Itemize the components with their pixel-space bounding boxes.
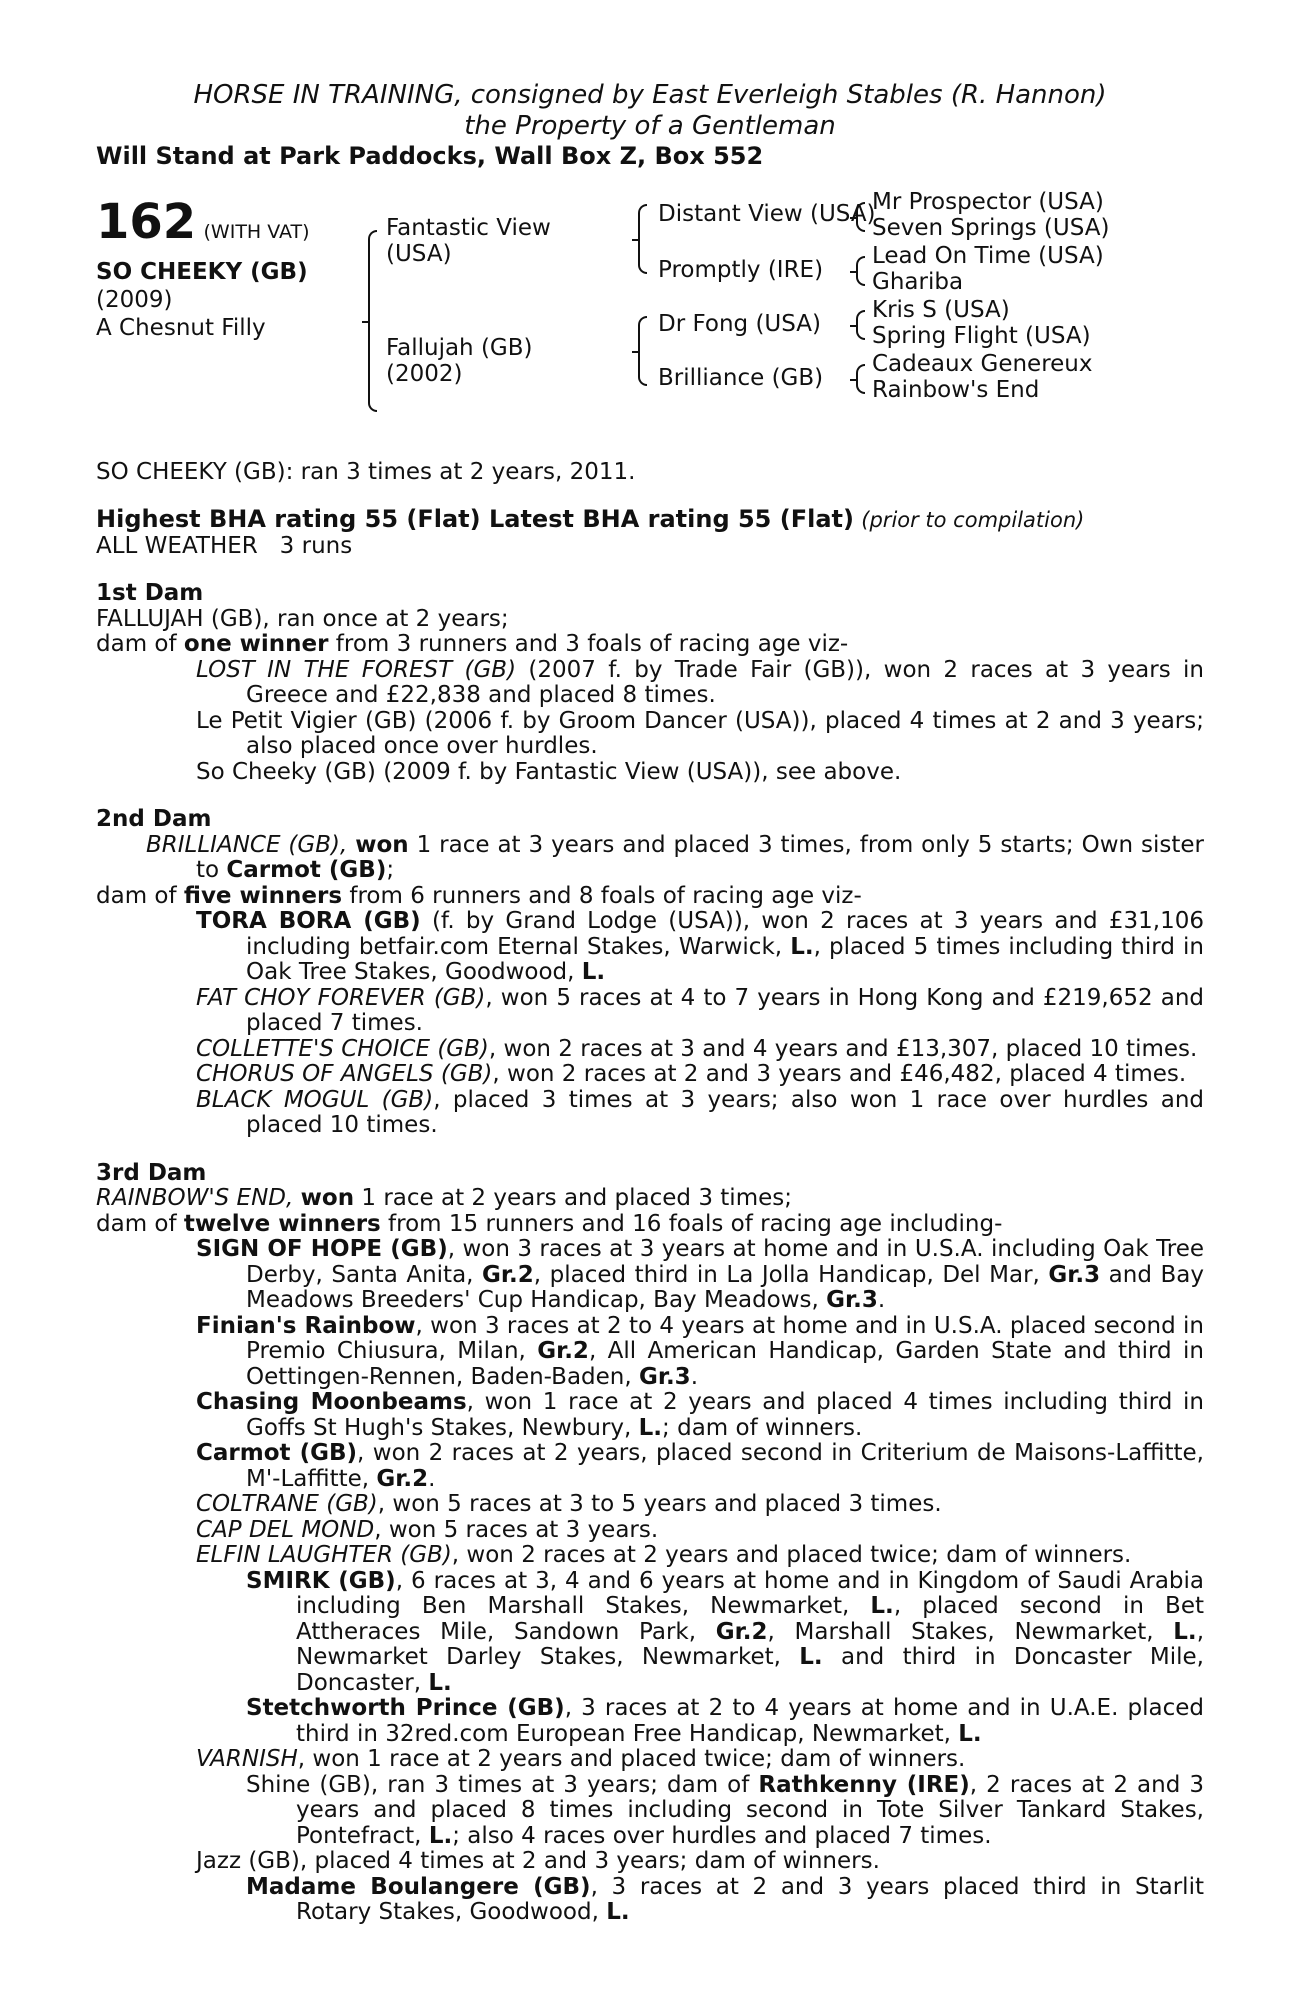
text: , placed second in Bet Attheraces Mile, Sandown Park, [296, 1593, 1204, 1645]
text: , won 2 races at 2 and 3 years and £46,482, placed 4 times. [492, 1061, 1187, 1087]
text: , 6 races at 3, 4 and 6 years at home and in Kingdom of Saudi Arabia including Ben Marshall Stakes, Newmarket, [296, 1567, 1205, 1619]
text: FAT CHOY FOREVER (GB) [196, 984, 486, 1011]
text: ; also 4 races over hurdles and placed 7 times. [452, 1822, 992, 1849]
produce-entry: Jazz (GB), placed 4 times at 2 and 3 years; dam of winners. [196, 1848, 880, 1874]
grand-produce-entry [246, 1771, 1204, 1850]
text: LOST IN THE FOREST (GB) [196, 656, 517, 683]
grand-produce-entry [246, 1567, 1205, 1697]
text: COLTRANE (GB) [196, 1491, 378, 1517]
text: ; dam of winners. [662, 1414, 863, 1441]
text: , won 3 races at 3 years at home and in U.S.A. including Oak Tree Derby, Santa Anita, [246, 1236, 1204, 1288]
dam-year: (2002) [386, 360, 463, 387]
produce-entry [196, 1236, 1204, 1314]
all-weather-runs: ALL WEATHER 3 runs [96, 532, 353, 559]
text: TORA BORA (GB) [196, 908, 421, 934]
text: L. [638, 1414, 663, 1441]
text: Gr.3 [639, 1363, 691, 1390]
text: L. [799, 1644, 823, 1670]
text: , won 3 races at 2 to 4 years at home and in U.S.A. placed second in Premio Chiusura, Milan, [246, 1312, 1204, 1364]
ancestor: Ghariba [872, 268, 964, 295]
text: . [690, 1363, 698, 1390]
text: Gr.2 [715, 1618, 768, 1645]
catalogue-page [96, 80, 1204, 1926]
text: , 3 races at 2 and 3 years placed third in Starlit Rotary Stakes, Goodwood, [296, 1873, 1204, 1925]
pedigree-bracket [638, 316, 647, 386]
text: from 6 runners and 8 foals of racing age viz- [342, 882, 862, 909]
sire-name: Fantastic View [386, 214, 551, 241]
produce-entry [196, 1516, 1204, 1544]
first-dam-section [96, 581, 1204, 785]
text: BLACK MOGUL (GB) [196, 1086, 434, 1113]
dams-sire: Dr Fong (USA) [658, 310, 821, 337]
text: and third in Doncaster Mile, Doncaster, [296, 1644, 1204, 1696]
produce-entry [196, 1312, 1204, 1391]
text: L. [581, 959, 606, 985]
horse-name: SO CHEEKY (GB) [96, 258, 308, 285]
text: Stetchworth Prince (GB) [246, 1695, 565, 1721]
text: , placed 5 times including third in Oak Tree Stakes, Goodwood, [246, 933, 1204, 985]
ancestor: Spring Flight (USA) [872, 322, 1091, 349]
text: L. [606, 1899, 630, 1925]
rating-block [96, 507, 1204, 559]
text: , won 5 races at 3 to 5 years and placed 3 times. [377, 1491, 942, 1517]
stand-line: Will Stand at Park Paddocks, Wall Box Z, Box 552 [96, 142, 764, 170]
text: L. [428, 1669, 452, 1696]
text: Carmot (GB) [226, 857, 387, 883]
section-title: 3rd Dam [96, 1159, 207, 1186]
text: Madame Boulangere (GB) [246, 1873, 591, 1900]
ancestor: Lead On Time (USA) [872, 242, 1104, 269]
text: (f. by Grand Lodge (USA)), won 2 races at 3 years and £31,106 including betfair.com Eternal Stakes, Warwick, [246, 908, 1204, 960]
produce-entry [196, 1440, 1204, 1492]
text: , Marshall Stakes, Newmarket, [767, 1618, 1174, 1645]
text: , won 2 races at 2 years, placed second in Criterium de Maisons-Laffitte, M'-Laffitte, [246, 1440, 1204, 1492]
produce-entry [196, 1389, 1205, 1441]
text: won [355, 831, 409, 858]
text: won [300, 1185, 355, 1211]
text: . [428, 1465, 436, 1492]
text: , won 1 race at 2 years and placed twice; dam of winners. [297, 1746, 966, 1772]
produce-entry [196, 1035, 1204, 1063]
text: L. [790, 933, 814, 960]
text: five winners [183, 882, 343, 909]
sire-origin: (USA) [386, 240, 452, 267]
text: , placed 3 times at 3 years; also won 1 race over hurdles and placed 10 times. [246, 1086, 1205, 1138]
text: , won 2 races at 2 years and placed twice; dam of winners. [451, 1542, 1132, 1568]
pedigree-block [96, 188, 1204, 460]
text: from 15 runners and 16 foals of racing age including- [380, 1210, 1003, 1237]
text: BRILLIANCE (GB), [146, 831, 356, 858]
produce-entry [196, 908, 1204, 986]
ancestor: Mr Prospector (USA) [872, 188, 1104, 215]
foaling-year: (2009) [96, 286, 173, 313]
text: , Newmarket Darley Stakes, Newmarket, [296, 1618, 1204, 1670]
text: SIGN OF HOPE (GB) [196, 1236, 448, 1262]
text: . [877, 1287, 886, 1313]
text: , placed third in La Jolla Handicap, Del Mar, [533, 1261, 1049, 1288]
text: ELFIN LAUGHTER (GB) [196, 1542, 452, 1568]
text: and Bay Meadows Breeders' Cup Handicap, Bay Meadows, [246, 1261, 1204, 1313]
text: VARNISH [196, 1746, 298, 1772]
text: twelve winners [183, 1210, 381, 1237]
text: Carmot (GB) [196, 1440, 358, 1466]
text: , won 5 races at 4 to 7 years in Hong Kong and £219,652 and placed 7 times. [246, 984, 1204, 1036]
second-dam-section [96, 807, 1204, 1139]
produce-entry [196, 984, 1204, 1037]
text: Shine (GB), ran 3 times at 3 years; dam of [246, 1771, 759, 1798]
horse-description: A Chesnut Filly [96, 314, 266, 341]
produce-entry [196, 1491, 1204, 1518]
third-dam-section [96, 1161, 1204, 1926]
grand-produce-entry [246, 1695, 1204, 1747]
text: Gr.2 [537, 1338, 589, 1364]
produce-entry [196, 656, 1204, 709]
produce-entry [196, 1746, 1204, 1773]
text: 1 race at 2 years and placed 3 times; [354, 1185, 792, 1211]
dams-dam: Brilliance (GB) [658, 364, 824, 391]
rating-note: (prior to compilation) [861, 508, 1085, 532]
text: L. [958, 1720, 982, 1747]
text: Rathkenny (IRE) [758, 1771, 970, 1798]
text: , 2 races at 2 and 3 years and placed 8 times including second in Tote Silver Tankard Stakes, Pontefract, [296, 1771, 1204, 1849]
property-line: the Property of a Gentleman [464, 111, 836, 141]
lot-heading [96, 193, 310, 250]
text: L. [1173, 1618, 1197, 1645]
text: dam of [96, 631, 184, 657]
text: COLLETTE'S CHOICE (GB) [196, 1035, 489, 1062]
pedigree-bracket [856, 202, 865, 232]
race-record: SO CHEEKY (GB): ran 3 times at 2 years, 2011. [96, 458, 636, 485]
text: 1 race at 3 years and placed 3 times, from only 5 starts; Own sister to [196, 831, 1204, 883]
text: one winner [183, 631, 329, 657]
pedigree-bracket [856, 364, 865, 394]
text: Finian's Rainbow [196, 1312, 416, 1339]
text: , won 2 races at 3 and 4 years and £13,307, placed 10 times. [488, 1035, 1198, 1062]
section-title: 1st Dam [96, 580, 204, 606]
text: ; [386, 857, 395, 883]
pedigree-bracket [856, 310, 865, 340]
produce-entry [196, 1542, 1204, 1569]
text: Gr.3 [1048, 1261, 1101, 1288]
sires-dam: Promptly (IRE) [658, 256, 824, 283]
text: Chasing Moonbeams [196, 1389, 467, 1415]
text: dam of [96, 882, 184, 909]
ancestor: Cadeaux Genereux [872, 350, 1093, 377]
text: , All American Handicap, Garden State and third in Oettingen-Rennen, Baden-Baden, [246, 1338, 1204, 1390]
text: CAP DEL MOND [196, 1516, 375, 1543]
text: dam of [96, 1210, 184, 1237]
text: from 3 runners and 3 foals of racing age viz- [328, 631, 849, 657]
sires-sire: Distant View (USA) [658, 200, 876, 227]
text: , 3 races at 2 to 4 years at home and in U.A.E. placed third in 32red.com European Free Handicap, Newmarket, [296, 1695, 1204, 1747]
dam-line [146, 833, 1204, 884]
grand-produce-entry [246, 1873, 1204, 1926]
produce-entry: So Cheeky (GB) (2009 f. by Fantastic View (USA)), see above. [196, 758, 902, 785]
rating-text: Highest BHA rating 55 (Flat) Latest BHA rating 55 (Flat) [96, 505, 854, 533]
produce-entry [196, 1061, 1204, 1088]
text: Gr.2 [376, 1465, 429, 1492]
ancestor: Rainbow's End [872, 376, 1040, 403]
consignor-line: HORSE IN TRAINING, consigned by East Everleigh Stables (R. Hannon) [193, 80, 1107, 110]
dam-line: FALLUJAH (GB), ran once at 2 years; [96, 605, 509, 632]
text: , won 5 races at 3 years. [374, 1516, 659, 1543]
text: Gr.2 [482, 1261, 534, 1288]
pedigree-bracket [368, 230, 377, 412]
text: L. [428, 1822, 453, 1849]
pedigree-bracket [856, 256, 865, 286]
ancestor: Seven Springs (USA) [872, 214, 1110, 241]
produce-entry [196, 1086, 1205, 1139]
vat-note: (WITH VAT) [203, 220, 310, 243]
text: CHORUS OF ANGELS (GB) [196, 1061, 493, 1087]
text: (2007 f. by Trade Fair (GB)), won 2 races at 3 years in Greece and £22,838 and placed 8 times. [246, 656, 1204, 708]
pedigree-bracket [638, 204, 647, 274]
ancestor: Kris S (USA) [872, 296, 1010, 323]
dam-name: Fallujah (GB) [386, 334, 533, 361]
section-title: 2nd Dam [96, 806, 212, 832]
produce-entry: Le Petit Vigier (GB) (2006 f. by Groom Dancer (USA)), placed 4 times at 2 and 3 years; also placed once over hurdles. [196, 707, 1204, 759]
text: SMIRK (GB) [246, 1567, 396, 1594]
text: RAINBOW'S END, [96, 1185, 301, 1211]
lot-number: 162 [96, 193, 197, 250]
text: L. [870, 1593, 894, 1619]
text: , won 1 race at 2 years and placed 4 times including third in Goffs St Hugh's Stakes, Newbury, [246, 1389, 1205, 1441]
text: Gr.3 [826, 1287, 878, 1313]
